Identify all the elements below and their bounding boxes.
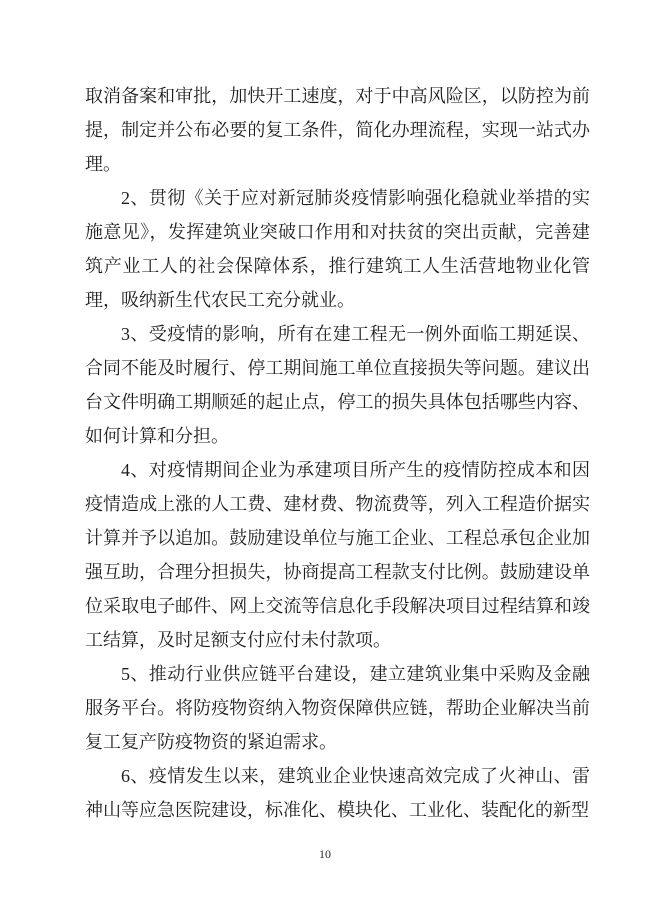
paragraph-item-2: 2、贯彻《关于应对新冠肺炎疫情影响强化稳就业举措的实施意见》，发挥建筑业突破口作用和对扶贫的突出贡献，完善建筑产业工人的社会保障体系，推行建筑工人生活营地物业化管理，吸纳新生代农民工充分就业。 [85, 188, 590, 310]
paragraph-item-6: 6、疫情发生以来，建筑业企业快速高效完成了火神山、雷神山等应急医院建设，标准化、模块化、工业化、装配化的新型 [85, 766, 590, 820]
page-body-text [85, 79, 590, 827]
paragraph-item-5: 5、推动行业供应链平台建设，建立建筑业集中采购及金融服务平台。将防疫物资纳入物资保障供应链，帮助企业解决当前复工复产防疫物资的紧迫需求。 [85, 664, 590, 752]
page-number: 10 [319, 847, 331, 861]
paragraph-item-3: 3、受疫情的影响，所有在建工程无一例外面临工期延误、合同不能及时履行、停工期间施工单位直接损失等问题。建议出台文件明确工期顺延的起止点，停工的损失具体包括哪些内容、如何计算和分担。 [85, 324, 590, 446]
paragraph-item-4: 4、对疫情期间企业为承建项目所产生的疫情防控成本和因疫情造成上涨的人工费、建材费、物流费等，列入工程造价据实计算并予以追加。鼓励建设单位与施工企业、工程总承包企业加强互助，合理分担损失，协商提高工程款支付比例。鼓励建设单位采取电子邮件、网上交流等信息化手段解决项目过程结算和竣工结算，及时足额支付应付未付款项。 [85, 460, 590, 650]
paragraph-continuation: 取消备案和审批，加快开工速度，对于中高风险区，以防控为前提，制定并公布必要的复工条件，简化办理流程，实现一站式办理。 [85, 86, 590, 174]
